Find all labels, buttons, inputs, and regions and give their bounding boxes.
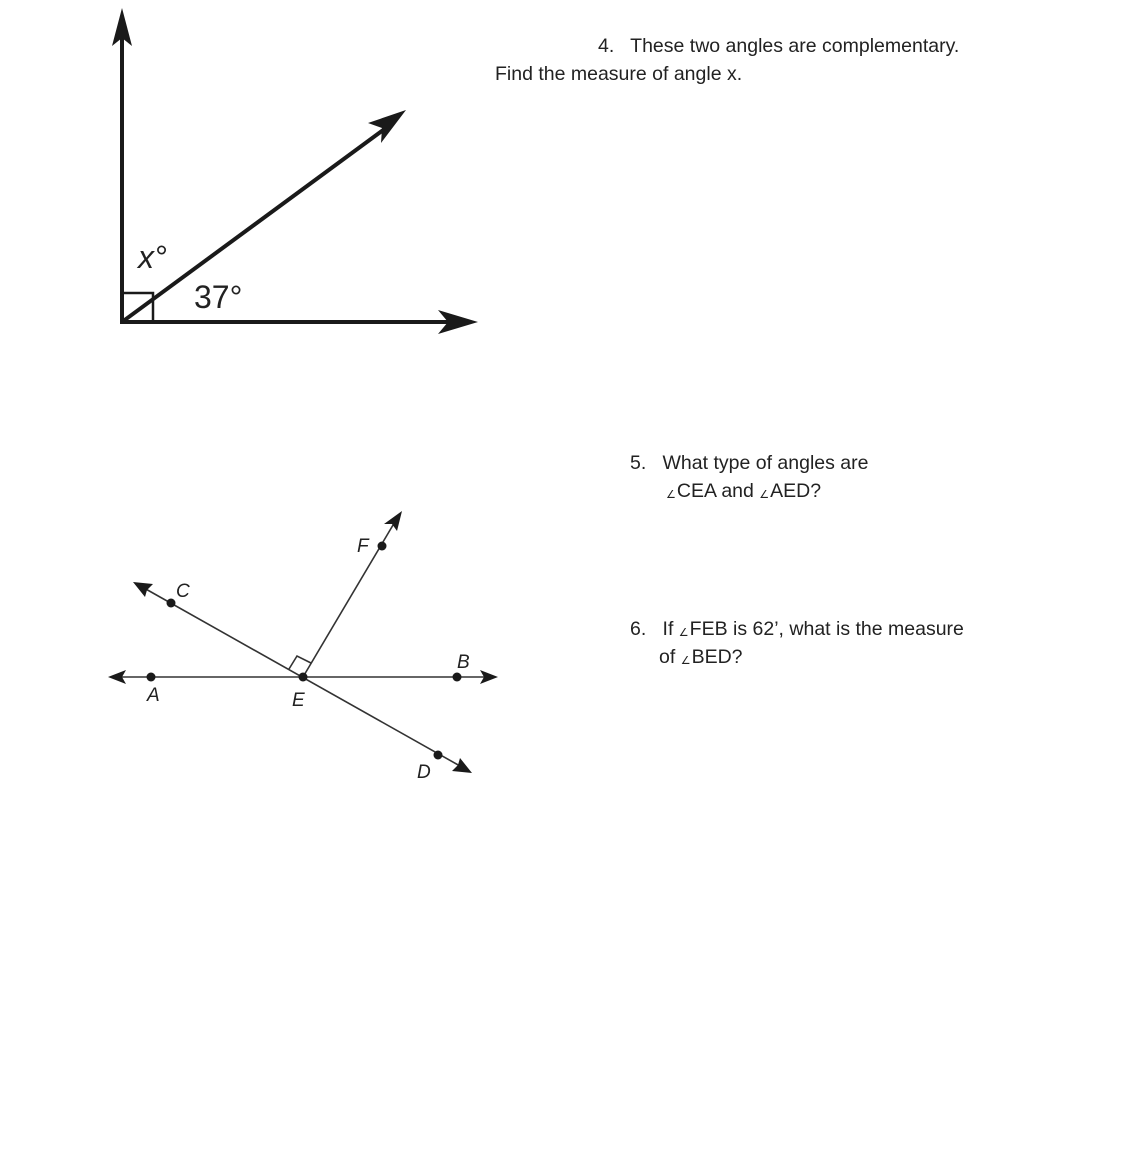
- point-f: [378, 542, 387, 551]
- label-e: E: [292, 690, 305, 711]
- angle-icon: ∠: [678, 627, 689, 639]
- question-6-prefix: If: [662, 618, 674, 640]
- label-c: C: [176, 581, 190, 602]
- diagonal-ray: [122, 125, 390, 322]
- question-5-line1: What type of angles are: [662, 452, 869, 474]
- angle-icon: ∠: [666, 489, 676, 501]
- point-d: [434, 751, 443, 760]
- ray-ef-arrowhead: [384, 511, 402, 531]
- label-d: D: [417, 762, 431, 783]
- question-6: [630, 615, 964, 646]
- question-5-angle2: AED?: [770, 480, 822, 502]
- line-cd-lower-arrowhead: [452, 758, 472, 773]
- point-b: [453, 673, 462, 682]
- question-6-line2-block: [659, 643, 743, 674]
- complementary-angles-diagram: [90, 0, 490, 345]
- point-a: [147, 673, 156, 682]
- question-5-line2-block: [666, 477, 821, 508]
- question-4-line1: These two angles are complementary.: [630, 35, 960, 57]
- question-6-middle: is 62’, what is the measure: [733, 618, 964, 640]
- question-5: [630, 449, 868, 477]
- question-5-connector: and: [721, 480, 754, 502]
- label-f: F: [357, 536, 369, 557]
- question-6-angle2: BED?: [691, 646, 743, 668]
- angle-icon: ∠: [759, 489, 770, 501]
- line-cd-upper-arrowhead: [133, 582, 153, 597]
- question-6-line2-prefix: of: [659, 646, 676, 668]
- question-5-angle1: CEA: [676, 480, 716, 502]
- known-angle-label: 37°: [194, 279, 243, 315]
- question-4-line2: Find the measure of angle x.: [495, 63, 743, 85]
- right-angle-marker-e: [289, 656, 311, 669]
- question-4: [598, 32, 959, 60]
- unknown-angle-label: x°: [138, 239, 167, 275]
- point-c: [167, 599, 176, 608]
- question-6-number: 6.: [630, 618, 647, 640]
- intersecting-lines-diagram: [100, 500, 510, 800]
- label-b: B: [457, 652, 470, 673]
- question-4-line2-block: [495, 60, 742, 88]
- point-e: [299, 673, 308, 682]
- question-6-angle1: FEB: [689, 618, 728, 640]
- question-4-number: 4.: [598, 35, 615, 57]
- label-a: A: [147, 685, 160, 706]
- question-5-number: 5.: [630, 452, 647, 474]
- angle-icon: ∠: [680, 655, 691, 667]
